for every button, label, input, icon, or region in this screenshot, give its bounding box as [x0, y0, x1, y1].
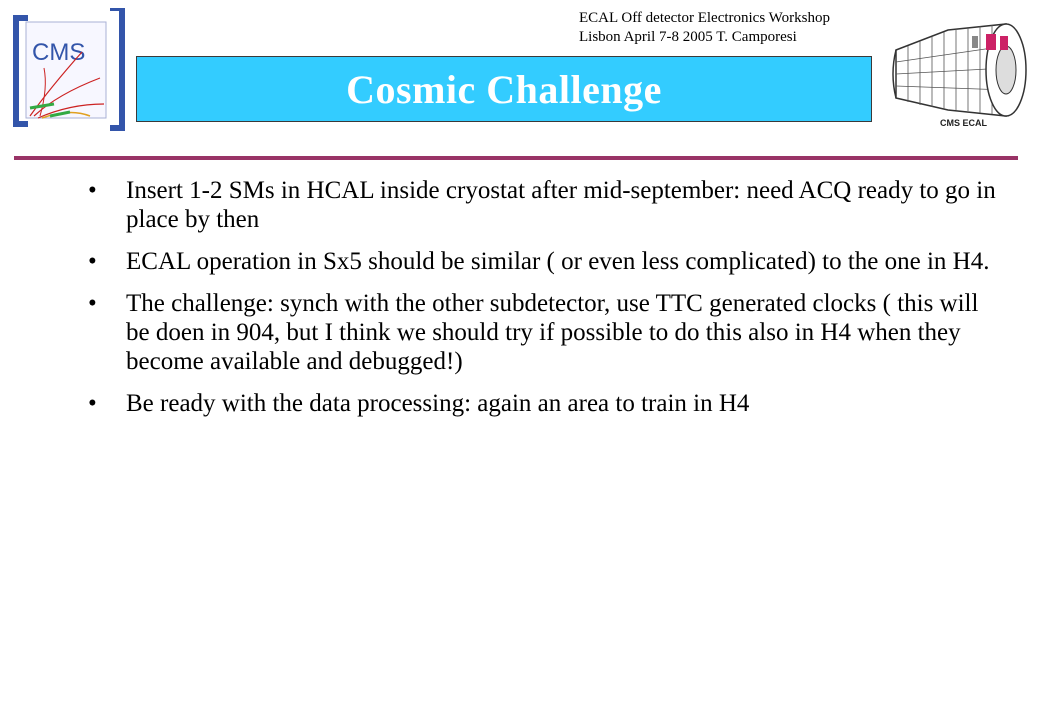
bullet-text: ECAL operation in Sx5 should be similar ( or even less complicated) to the one in H4. — [126, 248, 990, 275]
divider-rule — [14, 156, 1018, 160]
bullet-dot-icon: • — [88, 390, 97, 417]
bullet-item — [80, 247, 1000, 276]
cms-logo-icon — [10, 8, 130, 134]
bullet-text: Be ready with the data processing: again an area to train in H4 — [126, 390, 750, 417]
ecal-figure-caption: CMS ECAL — [940, 118, 987, 128]
title-banner — [136, 56, 872, 122]
header-line-2: Lisbon April 7-8 2005 T. Camporesi — [579, 29, 797, 45]
bullet-text: The challenge: synch with the other subdetector, use TTC generated clocks ( this will be doen in 904, but I think we should try if possible to do this also in H4 when they become available and debugged!) — [126, 290, 979, 375]
ecal-detector-icon — [888, 10, 1030, 132]
bullet-item — [80, 389, 1000, 418]
cms-logo-text: CMS — [32, 39, 86, 66]
bullet-item — [80, 176, 1000, 234]
bullet-dot-icon: • — [88, 248, 97, 275]
bullet-item — [80, 289, 1000, 376]
bullet-dot-icon: • — [88, 290, 97, 317]
bullet-dot-icon: • — [88, 177, 97, 204]
header-line-1: ECAL Off detector Electronics Workshop — [579, 10, 830, 26]
bullet-text: Insert 1-2 SMs in HCAL inside cryostat after mid-september: need ACQ ready to go in place by then — [126, 177, 996, 233]
header-info — [579, 9, 830, 47]
bullet-list — [80, 176, 1000, 431]
slide-title: Cosmic Challenge — [346, 66, 662, 112]
